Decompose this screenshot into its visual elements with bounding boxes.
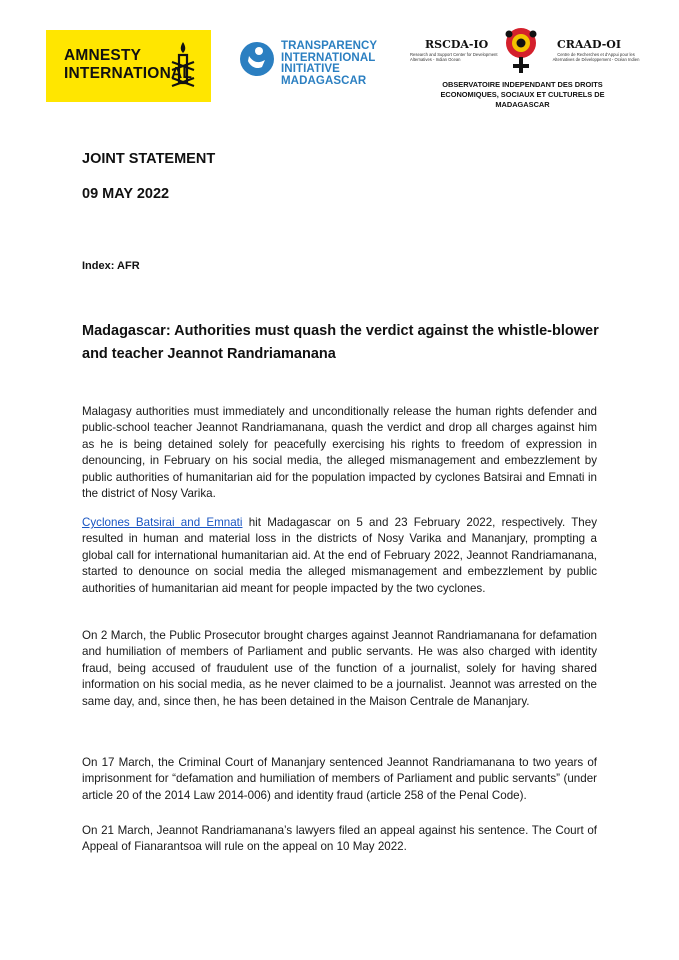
cyclones-link[interactable]: Cyclones Batsirai and Emnati: [82, 516, 243, 529]
body-paragraph-2: [82, 515, 597, 597]
amnesty-logo: [46, 30, 211, 102]
body-paragraph-4: On 17 March, the Criminal Court of Mananjary sentenced Jeannot Randriamanana to two years of imprisonment for “defamation and humiliation of members of Parliament and public servants” (under article 20 of the 2014 Law 2014-006) and identity fraud (article 258 of the Penal Code).: [82, 756, 597, 802]
body-paragraph-2-text: hit Madagascar on 5 and 23 February 2022, respectively. They resulted in human and material loss in the districts of Nosy Varika and Mananjary, prompting a global call for international humanitarian aid. At the end of February 2022, Jeannot Randriamanana, started to denounce on social media the alleged mismanagement and embezzlement by public authorities of humanitarian aid meant for people impacted by the two cyclones.: [82, 516, 597, 595]
letterhead: [0, 0, 679, 110]
body-paragraph-1: Malagasy authorities must immediately and unconditionally release the human rights defender and public-school teacher Jeannot Randriamanana, quash the verdict and drop all charges against him as he is being detained solely for peacefully exercising his rights to freedom of expression in denouncing, in February on his social media, the alleged mismanagement and embezzlement by public authorities of humanitarian aid for the population impacted by cyclones Batsirai and Emnati in the district of Nosy Varika.: [82, 405, 597, 501]
transparency-wordmark: TRANSPARENCY INTERNATIONAL INITIATIVE MADAGASCAR: [281, 40, 378, 87]
craad-logo-subtitle: Centre de Recherches et d'Appui pour les Alternatives de Développement - Océan Indien: [552, 52, 640, 62]
rscda-logo-subtitle: Research and Support Center for Development Alternatives - Indian Ocean: [410, 52, 498, 62]
craad-emblem-icon: [498, 26, 544, 76]
transparency-globe-icon: [238, 40, 276, 78]
statement-date: 09 MAY 2022: [82, 186, 170, 202]
observatory-name: OBSERVATOIRE INDEPENDANT DES DROITS ECONOMIQUES, SOCIAUX ET CULTURELS DE MADAGASCAR: [440, 80, 605, 109]
rscda-logo-name: RSCDA-IO: [425, 38, 489, 51]
statement-type: JOINT STATEMENT: [82, 151, 216, 167]
body-paragraph-3: On 2 March, the Public Prosecutor brought charges against Jeannot Randriamanana for defamation and humiliation of members of Parliament and public servants. He was also charged with identity fraud, being accused of fraudulent use of the function of a journalist, solely for having shared information on his social media, as he never claimed to be a journalist. Jeannot was arrested on the same day, and, since then, he has been detained in the Maison Centrale de Mananjary.: [82, 629, 597, 708]
craad-logo-name: CRAAD-OI: [557, 38, 622, 51]
candle-icon: [170, 40, 196, 94]
body-paragraph-5: On 21 March, Jeannot Randriamanana’s lawyers filed an appeal against his sentence. The Court of Appeal of Fianarantsoa will rule on the appeal on 10 May 2022.: [82, 824, 597, 854]
statement-index: Index: AFR: [82, 260, 140, 272]
statement-title: Madagascar: Authorities must quash the verdict against the whistle-blower and teacher Jeannot Randriamanana: [82, 323, 599, 362]
amnesty-wordmark: AMNESTY INTERNATIONAL: [64, 47, 193, 82]
